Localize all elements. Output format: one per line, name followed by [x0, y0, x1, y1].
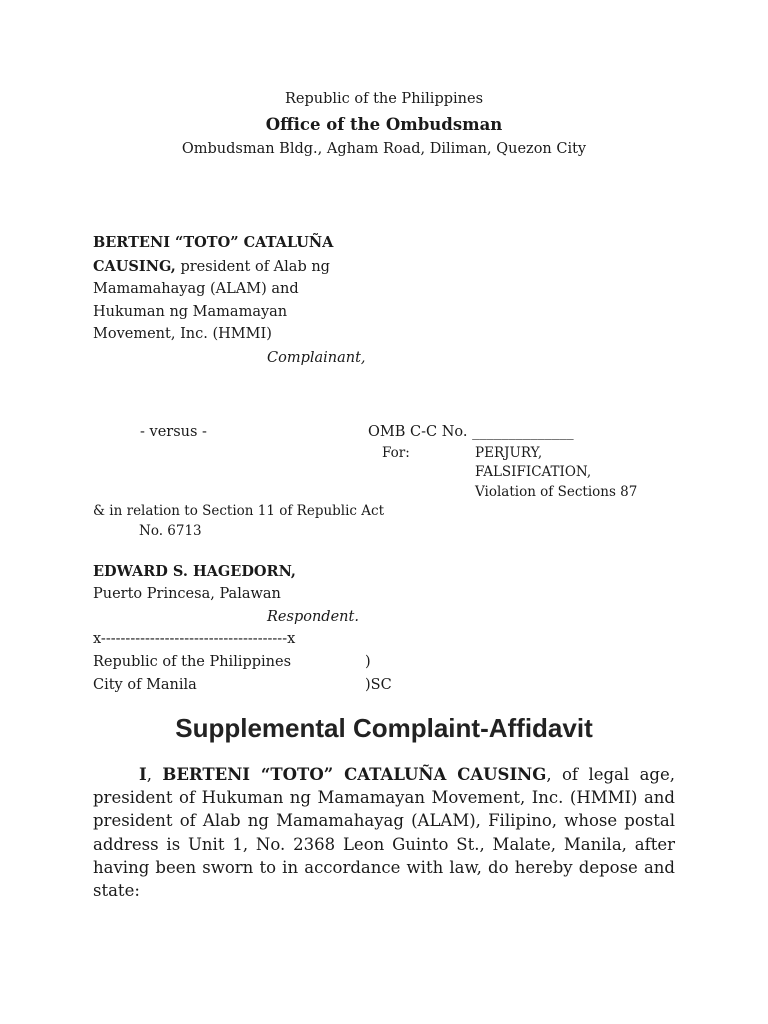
affiant-name: BERTENI “TOTO” CATALUÑA CAUSING — [162, 765, 547, 784]
for-label: For: — [382, 445, 410, 461]
body-paragraph — [93, 763, 675, 902]
affiant-separator: , — [146, 765, 163, 784]
venue-line1-right: ) — [365, 654, 371, 670]
venue-line1-left: Republic of the Philippines — [93, 654, 292, 670]
charge-1: PERJURY, — [475, 445, 543, 461]
complainant-desc-line2: president of Alab ng — [175, 259, 330, 275]
header-office: Office of the Ombudsman — [265, 115, 503, 134]
complainant-desc-line4: Hukuman ng Mamamayan — [93, 304, 288, 320]
relation-line1: & in relation to Section 11 of Republic Act — [93, 503, 385, 519]
caption-divider: x--------------------------------------x — [93, 631, 296, 647]
respondent-role: Respondent. — [267, 609, 359, 625]
charge-3: Violation of Sections 87 — [475, 484, 638, 500]
header-address: Ombudsman Bldg., Agham Road, Diliman, Quezon City — [181, 141, 587, 157]
complainant-line2 — [93, 258, 330, 275]
omb-case-number: OMB C-C No. ______________ — [368, 424, 574, 440]
respondent-address: Puerto Princesa, Palawan — [93, 586, 281, 602]
charge-2: FALSIFICATION, — [475, 464, 592, 480]
header-republic: Republic of the Philippines — [284, 91, 484, 107]
complainant-name-line2: CAUSING, — [93, 258, 176, 275]
complainant-name-line1: BERTENI “TOTO” CATALUÑA — [93, 234, 334, 251]
venue-line2-left: City of Manila — [93, 677, 197, 693]
document-title: Supplemental Complaint-Affidavit — [175, 713, 593, 743]
versus-label: - versus - — [140, 424, 207, 440]
body-text: , of legal age, president of Hukuman ng Mamamayan Movement, Inc. (HMMI) and president of Alab ng Mamamahayag (ALAM), Filipino, whose postal address is Unit 1, No. 2368 Leon Guinto St., Malate, Manila, after having been sworn to in accordance with law, do hereby depose and state: — [93, 765, 676, 901]
relation-line2: No. 6713 — [139, 523, 202, 539]
affiant-pronoun: I — [139, 765, 147, 784]
complainant-role: Complainant, — [267, 350, 366, 366]
complainant-desc-line3: Mamamahayag (ALAM) and — [93, 281, 299, 297]
venue-line2-right: )SC — [365, 677, 392, 693]
complainant-desc-line5: Movement, Inc. (HMMI) — [93, 326, 272, 342]
respondent-name: EDWARD S. HAGEDORN, — [93, 563, 296, 580]
